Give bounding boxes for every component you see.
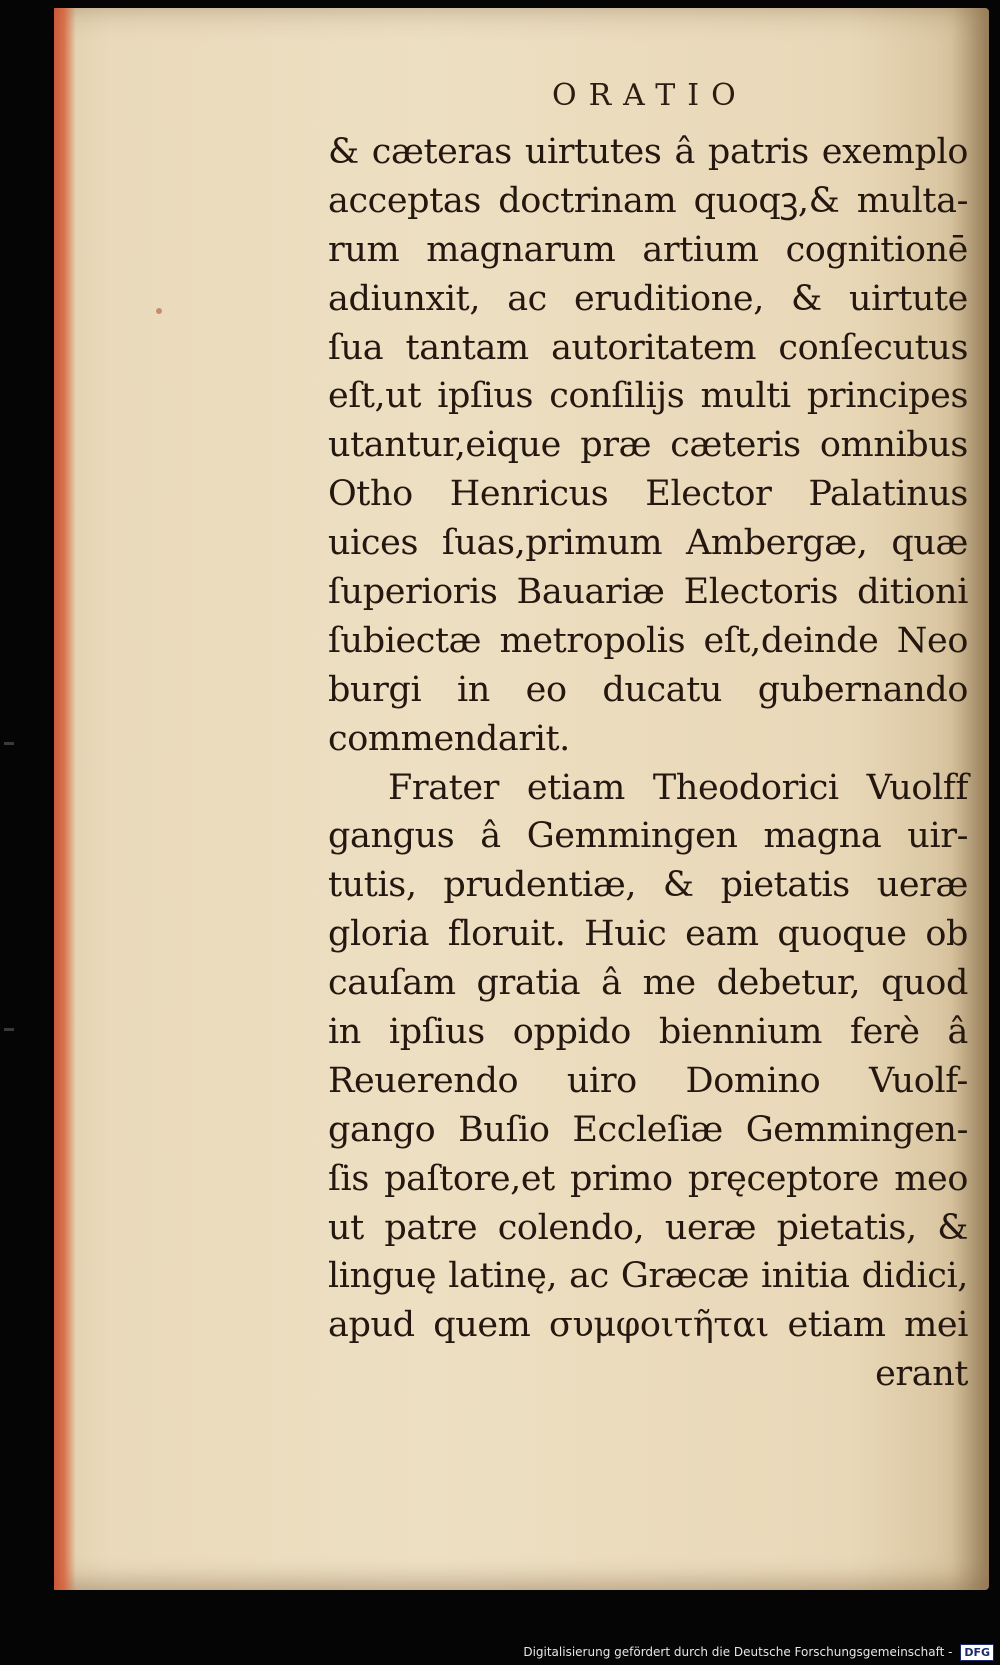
text-line: adiunxit, ac eruditione, & uirtute	[328, 278, 968, 319]
text-line: ſuperioris Bauariæ Electoris ditioni	[328, 572, 968, 613]
catchword: erant	[875, 1354, 968, 1395]
digitization-credit	[0, 1644, 994, 1661]
text-line: acceptas doctrinam quoqꝫ,& multa-	[328, 180, 968, 221]
text-line: gango Buſio Eccleſiæ Gemmingen-	[328, 1109, 968, 1150]
text-line: utantur,eique præ cæteris omnibus	[328, 425, 968, 466]
text-line: ut patre colendo, ueræ pietatis, &	[328, 1207, 968, 1248]
gutter-mark	[4, 742, 14, 745]
text-line: Frater etiam Theodorici Vuolff	[388, 767, 968, 808]
text-line: eſt,ut ipſius conſilijs multi principes	[328, 376, 968, 417]
running-head: ORATIO	[552, 78, 748, 113]
text-line: in ipſius oppido biennium ferè â	[328, 1012, 968, 1053]
text-line: commendarit.	[328, 718, 570, 759]
dfg-logo: DFG	[960, 1644, 994, 1661]
text-line: ſubiectæ metropolis eſt,deinde Neo	[328, 620, 968, 661]
text-line: ſis paſtore,et primo pręceptore meo	[328, 1158, 968, 1199]
red-page-edge	[54, 8, 76, 1590]
credit-text: Digitalisierung gefördert durch die Deutsche Forschungsgemeinschaft -	[523, 1645, 953, 1659]
text-line: tutis, prudentiæ, & pietatis ueræ	[328, 865, 968, 906]
text-line: apud quem συμφοιτῆται etiam mei	[328, 1305, 968, 1346]
text-line: burgi in eo ducatu gubernando	[328, 669, 968, 710]
text-line: rum magnarum artium cognitionē	[328, 229, 968, 270]
text-line: linguę latinę, ac Græcæ initia didici,	[328, 1256, 968, 1297]
text-line: & cæteras uirtutes â patris exemplo	[328, 132, 968, 172]
gutter-mark	[4, 1028, 14, 1031]
text-line: cauſam gratia â me debetur, quod	[328, 963, 968, 1004]
text-line: gangus â Gemmingen magna uir-	[328, 816, 968, 857]
text-line: Reuerendo uiro Domino Vuolf-	[328, 1060, 968, 1101]
text-line: gloria floruit. Huic eam quoque ob	[328, 914, 968, 955]
text-line: uices ſuas,primum Ambergæ, quæ	[328, 523, 968, 564]
text-line: ſua tantam autoritatem conſecutus	[328, 327, 968, 368]
text-line: Otho Henricus Elector Palatinus	[328, 474, 968, 515]
ink-spot	[156, 308, 162, 314]
body-text	[328, 128, 968, 1399]
